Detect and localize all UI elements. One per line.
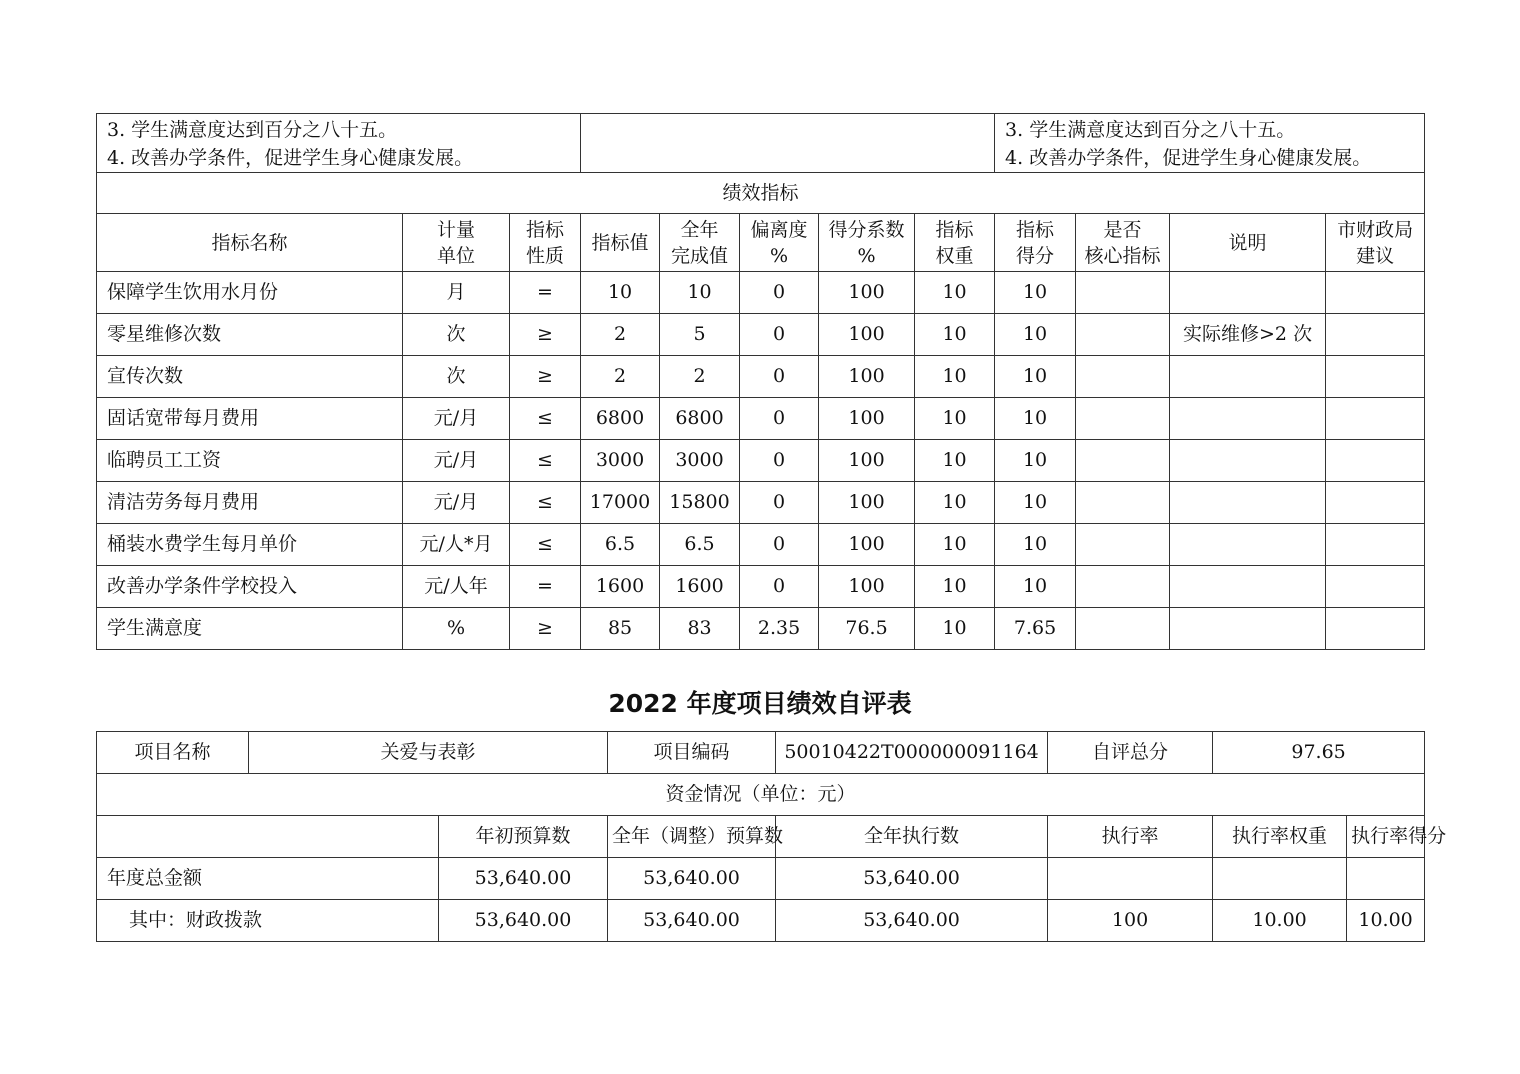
perf-cell: ≤ <box>510 482 581 524</box>
perf-cell: ≤ <box>510 524 581 566</box>
goals-left-cell <box>97 114 581 173</box>
perf-cell: ≥ <box>510 314 581 356</box>
perf-cell: = <box>510 272 581 314</box>
perf-cell <box>1326 524 1425 566</box>
perf-cell: 10 <box>915 608 995 650</box>
perf-header-cell <box>915 214 995 272</box>
perf-cell <box>1076 566 1170 608</box>
project-code: 50010422T000000091164 <box>776 732 1048 774</box>
total-score-label: 自评总分 <box>1048 732 1213 774</box>
perf-cell: 83 <box>660 608 740 650</box>
perf-cell <box>1170 608 1326 650</box>
perf-cell <box>1170 482 1326 524</box>
perf-cell <box>1076 482 1170 524</box>
perf-header-line: 指标 <box>526 218 565 241</box>
perf-cell <box>1076 398 1170 440</box>
perf-header-line: 指标 <box>1016 218 1055 241</box>
funds-cell: 53,640.00 <box>608 900 776 942</box>
total-score: 97.65 <box>1213 732 1425 774</box>
perf-cell: ≥ <box>510 356 581 398</box>
perf-cell: 10 <box>995 566 1076 608</box>
goal-line: 4. 改善办学条件，促进学生身心健康发展。 <box>107 147 474 169</box>
perf-row <box>97 524 1425 566</box>
perf-header-cell <box>740 214 819 272</box>
perf-header-line: 得分系数 <box>828 218 905 241</box>
perf-cell: 17000 <box>581 482 660 524</box>
perf-cell: = <box>510 566 581 608</box>
perf-header-line: 全年 <box>680 218 719 241</box>
perf-cell: % <box>403 608 510 650</box>
perf-cell <box>1326 272 1425 314</box>
funds-header-cell: 全年（调整）预算数 <box>608 816 776 858</box>
goal-line: 4. 改善办学条件，促进学生身心健康发展。 <box>1005 147 1372 169</box>
perf-header-cell <box>1170 214 1326 272</box>
perf-cell: 10 <box>915 440 995 482</box>
perf-cell: 6800 <box>660 398 740 440</box>
funds-cell <box>1213 858 1347 900</box>
goals-right-cell <box>995 114 1425 173</box>
perf-header-line: 偏离度 <box>750 218 808 241</box>
eval-table <box>96 731 1447 942</box>
funds-cell: 53,640.00 <box>608 858 776 900</box>
funds-cell <box>1347 858 1425 900</box>
perf-cell: 0 <box>740 398 819 440</box>
perf-cell: 100 <box>819 482 915 524</box>
perf-header-line: % <box>857 244 876 267</box>
perf-header-cell <box>660 214 740 272</box>
perf-header-line: 单位 <box>436 244 475 267</box>
perf-row <box>97 398 1425 440</box>
eval-title: 2022 年度项目绩效自评表 <box>608 689 912 718</box>
perf-row <box>97 356 1425 398</box>
funds-cell: 53,640.00 <box>776 900 1048 942</box>
funds-header-cell: 执行率权重 <box>1213 816 1347 858</box>
funds-header-cell: 全年执行数 <box>776 816 1048 858</box>
perf-cell: 10 <box>995 482 1076 524</box>
perf-cell: 次 <box>403 314 510 356</box>
perf-header-line: 指标值 <box>591 231 649 254</box>
perf-cell: 10 <box>915 524 995 566</box>
perf-row <box>97 314 1425 356</box>
perf-cell: ≤ <box>510 398 581 440</box>
indicator-name: 改善办学条件学校投入 <box>97 566 403 608</box>
perf-header-line: 指标 <box>935 218 974 241</box>
perf-cell: 6.5 <box>581 524 660 566</box>
perf-cell: 5 <box>660 314 740 356</box>
perf-cell: 1600 <box>660 566 740 608</box>
goals-middle-cell <box>581 114 995 173</box>
perf-cell <box>1076 356 1170 398</box>
goal-line: 3. 学生满意度达到百分之八十五。 <box>107 119 398 141</box>
perf-cell: 元/月 <box>403 440 510 482</box>
perf-header-line: 性质 <box>526 244 565 267</box>
perf-cell: 元/月 <box>403 482 510 524</box>
funds-title-row <box>97 774 1425 816</box>
perf-header-line: 得分 <box>1016 244 1055 267</box>
perf-header-line: 核心指标 <box>1084 244 1161 267</box>
perf-header-cell <box>819 214 915 272</box>
section-title-row <box>97 173 1425 214</box>
indicator-name: 学生满意度 <box>97 608 403 650</box>
perf-header-cell <box>510 214 581 272</box>
perf-row <box>97 608 1425 650</box>
perf-cell: 实际维修>2 次 <box>1170 314 1326 356</box>
funds-header-cell: 执行率 <box>1048 816 1213 858</box>
goal-line: 3. 学生满意度达到百分之八十五。 <box>1005 119 1296 141</box>
perf-header-cell <box>403 214 510 272</box>
perf-header-line: 是否 <box>1103 218 1142 241</box>
perf-header-line: 建议 <box>1356 244 1395 267</box>
perf-cell <box>1170 524 1326 566</box>
funds-title: 资金情况（单位：元） <box>97 774 1425 816</box>
perf-cell: ≤ <box>510 440 581 482</box>
perf-cell: 10 <box>995 524 1076 566</box>
perf-header-cell <box>1076 214 1170 272</box>
perf-cell: 15800 <box>660 482 740 524</box>
perf-cell <box>1326 314 1425 356</box>
indicator-name: 清洁劳务每月费用 <box>97 482 403 524</box>
perf-cell: 月 <box>403 272 510 314</box>
perf-cell: 10 <box>660 272 740 314</box>
perf-header-line: 完成值 <box>671 244 729 267</box>
perf-cell: 7.65 <box>995 608 1076 650</box>
perf-cell: 0 <box>740 314 819 356</box>
perf-cell: 0 <box>740 524 819 566</box>
perf-cell: 6800 <box>581 398 660 440</box>
indicator-name: 零星维修次数 <box>97 314 403 356</box>
perf-cell: 10 <box>995 356 1076 398</box>
perf-cell: 0 <box>740 440 819 482</box>
perf-cell: 10 <box>581 272 660 314</box>
perf-cell <box>1076 524 1170 566</box>
indicator-name: 桶装水费学生每月单价 <box>97 524 403 566</box>
perf-header-line: 指标名称 <box>211 231 288 254</box>
perf-header-cell <box>1326 214 1425 272</box>
perf-row <box>97 482 1425 524</box>
perf-cell: 3000 <box>581 440 660 482</box>
perf-cell: 元/人*月 <box>403 524 510 566</box>
perf-cell: 3000 <box>660 440 740 482</box>
funds-row-label: 其中：财政拨款 <box>97 900 439 942</box>
indicator-name: 临聘员工工资 <box>97 440 403 482</box>
perf-cell <box>1170 440 1326 482</box>
funds-cell: 53,640.00 <box>776 858 1048 900</box>
perf-row <box>97 440 1425 482</box>
perf-cell: 100 <box>819 272 915 314</box>
perf-cell: 元/人年 <box>403 566 510 608</box>
funds-header-row <box>97 816 1425 858</box>
perf-header-cell <box>995 214 1076 272</box>
perf-cell <box>1326 440 1425 482</box>
perf-cell <box>1326 482 1425 524</box>
perf-cell <box>1326 608 1425 650</box>
funds-cell: 100 <box>1048 900 1213 942</box>
perf-cell <box>1170 272 1326 314</box>
perf-row <box>97 272 1425 314</box>
perf-cell: 1600 <box>581 566 660 608</box>
funds-row <box>97 858 1425 900</box>
perf-cell <box>1076 272 1170 314</box>
perf-cell: 76.5 <box>819 608 915 650</box>
funds-header-cell: 年初预算数 <box>439 816 608 858</box>
perf-header-cell <box>97 214 403 272</box>
perf-cell: 2 <box>581 356 660 398</box>
perf-cell <box>1076 440 1170 482</box>
perf-cell: 6.5 <box>660 524 740 566</box>
funds-cell: 10.00 <box>1213 900 1347 942</box>
perf-cell: 10 <box>915 356 995 398</box>
perf-cell <box>1076 608 1170 650</box>
project-row <box>97 732 1425 774</box>
perf-cell <box>1170 566 1326 608</box>
project-name-label: 项目名称 <box>97 732 249 774</box>
performance-table <box>96 113 1425 650</box>
section-title: 绩效指标 <box>97 173 1425 214</box>
perf-cell: 100 <box>819 524 915 566</box>
perf-row <box>97 566 1425 608</box>
perf-cell: 0 <box>740 482 819 524</box>
perf-cell: 0 <box>740 356 819 398</box>
perf-header-line: 权重 <box>935 244 974 267</box>
perf-header-line: 说明 <box>1228 231 1267 254</box>
header-row <box>97 214 1425 272</box>
perf-cell: 100 <box>819 440 915 482</box>
perf-cell: 2.35 <box>740 608 819 650</box>
perf-cell: 10 <box>915 566 995 608</box>
perf-cell: 10 <box>915 398 995 440</box>
perf-cell: 100 <box>819 314 915 356</box>
perf-cell <box>1170 356 1326 398</box>
perf-header-cell <box>581 214 660 272</box>
perf-cell <box>1326 566 1425 608</box>
perf-cell: 元/月 <box>403 398 510 440</box>
perf-cell <box>1076 314 1170 356</box>
perf-cell: 10 <box>995 272 1076 314</box>
perf-header-line: 市财政局 <box>1337 218 1414 241</box>
perf-cell: 10 <box>915 314 995 356</box>
perf-cell: 85 <box>581 608 660 650</box>
goals-row <box>97 114 1425 173</box>
funds-row-label: 年度总金额 <box>97 858 439 900</box>
perf-cell: 0 <box>740 272 819 314</box>
perf-cell <box>1326 398 1425 440</box>
perf-cell: 10 <box>995 398 1076 440</box>
perf-cell <box>1326 356 1425 398</box>
project-name: 关爱与表彰 <box>249 732 608 774</box>
perf-cell: 100 <box>819 566 915 608</box>
perf-cell: 10 <box>915 482 995 524</box>
indicator-name: 固话宽带每月费用 <box>97 398 403 440</box>
funds-row <box>97 900 1425 942</box>
perf-cell: 10 <box>995 440 1076 482</box>
perf-cell: 0 <box>740 566 819 608</box>
funds-cell: 53,640.00 <box>439 900 608 942</box>
perf-header-line: 计量 <box>436 218 475 241</box>
project-code-label: 项目编码 <box>608 732 776 774</box>
perf-cell: 次 <box>403 356 510 398</box>
perf-cell: 10 <box>915 272 995 314</box>
funds-cell: 10.00 <box>1347 900 1425 942</box>
perf-cell: 10 <box>995 314 1076 356</box>
perf-cell: 2 <box>660 356 740 398</box>
perf-cell: ≥ <box>510 608 581 650</box>
funds-header-cell <box>97 816 439 858</box>
perf-body <box>97 272 1425 650</box>
perf-header-line: % <box>770 244 789 267</box>
perf-cell: 2 <box>581 314 660 356</box>
indicator-name: 宣传次数 <box>97 356 403 398</box>
perf-cell: 100 <box>819 356 915 398</box>
funds-cell: 53,640.00 <box>439 858 608 900</box>
funds-cell <box>1048 858 1213 900</box>
perf-cell: 100 <box>819 398 915 440</box>
perf-cell <box>1170 398 1326 440</box>
funds-header-cell: 执行率得分 <box>1347 816 1425 858</box>
indicator-name: 保障学生饮用水月份 <box>97 272 403 314</box>
